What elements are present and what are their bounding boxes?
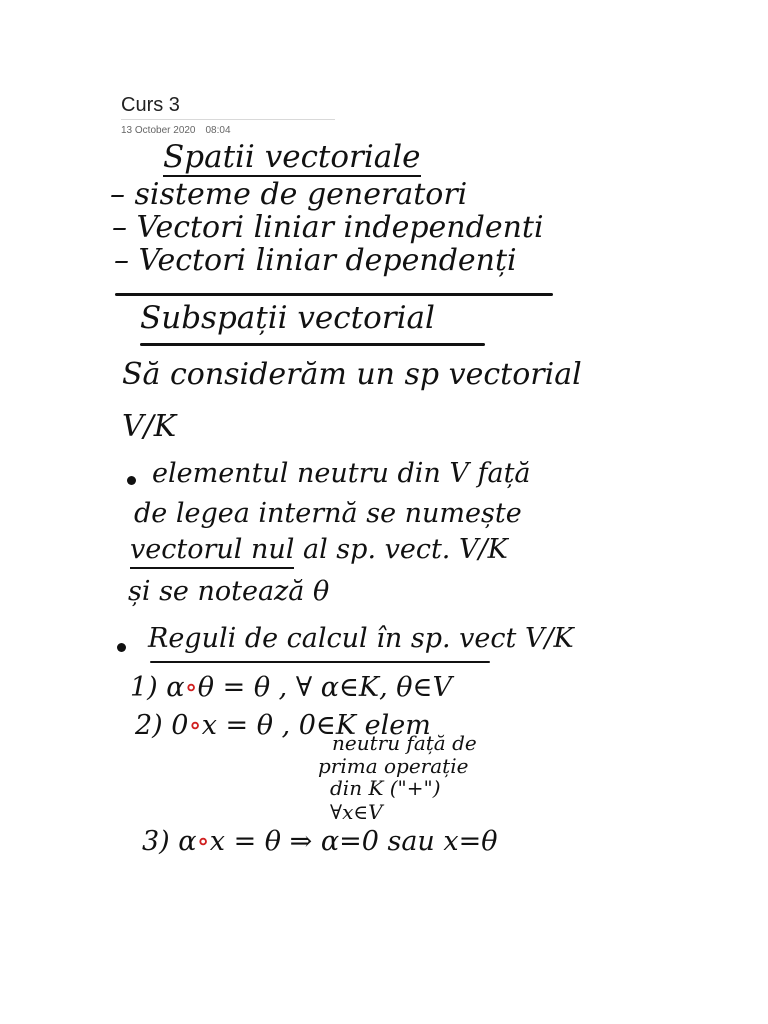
op-dot-red: ∘ [184,672,198,703]
rule2-note: prima operație [318,754,469,778]
page-time: 08:04 [205,125,231,136]
page-timestamp [121,125,231,136]
bullet1-line2: de legea internă se numește [134,498,522,529]
bullet2-underline [150,661,490,663]
rule2-end: x = θ , 0∈K elem [201,710,431,741]
bullet1-line4: și se notează θ [128,576,330,607]
section-divider [115,293,553,296]
heading-spatii-vectoriale: Spatii vectoriale [163,139,421,175]
page-title: Curs 3 [121,94,180,116]
rule1-start: 1) α [130,672,185,703]
bullet1-line3 [130,536,508,563]
intro-text: Să considerăm un sp vectorial [122,357,582,392]
rule3-end: x = θ ⇒ α=0 sau x=θ [209,826,498,857]
heading-subspatii: Subspații vectorial [140,300,435,336]
op-dot-red: ∘ [196,826,210,857]
rule2-note: ∀x∈V [330,800,383,824]
rule2-start: 2) 0 [135,710,189,741]
rule-1 [130,674,452,701]
bullet1-line3-rest: al sp. vect. V/K [302,534,508,565]
bullet1-line1: elementul neutru din V față [152,458,531,489]
op-dot-red: ∘ [188,710,202,741]
rule2-note: neutru față de [332,731,477,755]
list-item: – sisteme de generatori [110,177,468,212]
title-divider [121,119,335,120]
term-vectorul-nul: vectorul nul [130,534,294,569]
rule3-start: 3) α [142,826,197,857]
page-date: 13 October 2020 [121,125,196,136]
bullet-dot [127,476,136,485]
space-notation: V/K [122,409,177,444]
bullet-dot [117,643,126,652]
heading-underline [140,343,485,346]
rule2-note: din K ("+") [330,776,441,800]
list-item: – Vectori liniar dependenți [114,243,517,278]
rule1-end: θ = θ , ∀ α∈K, θ∈V [197,672,453,703]
rule-3 [142,828,498,855]
bullet2-reguli: Reguli de calcul în sp. vect V/K [148,623,574,654]
list-item: – Vectori liniar independenti [112,210,544,245]
